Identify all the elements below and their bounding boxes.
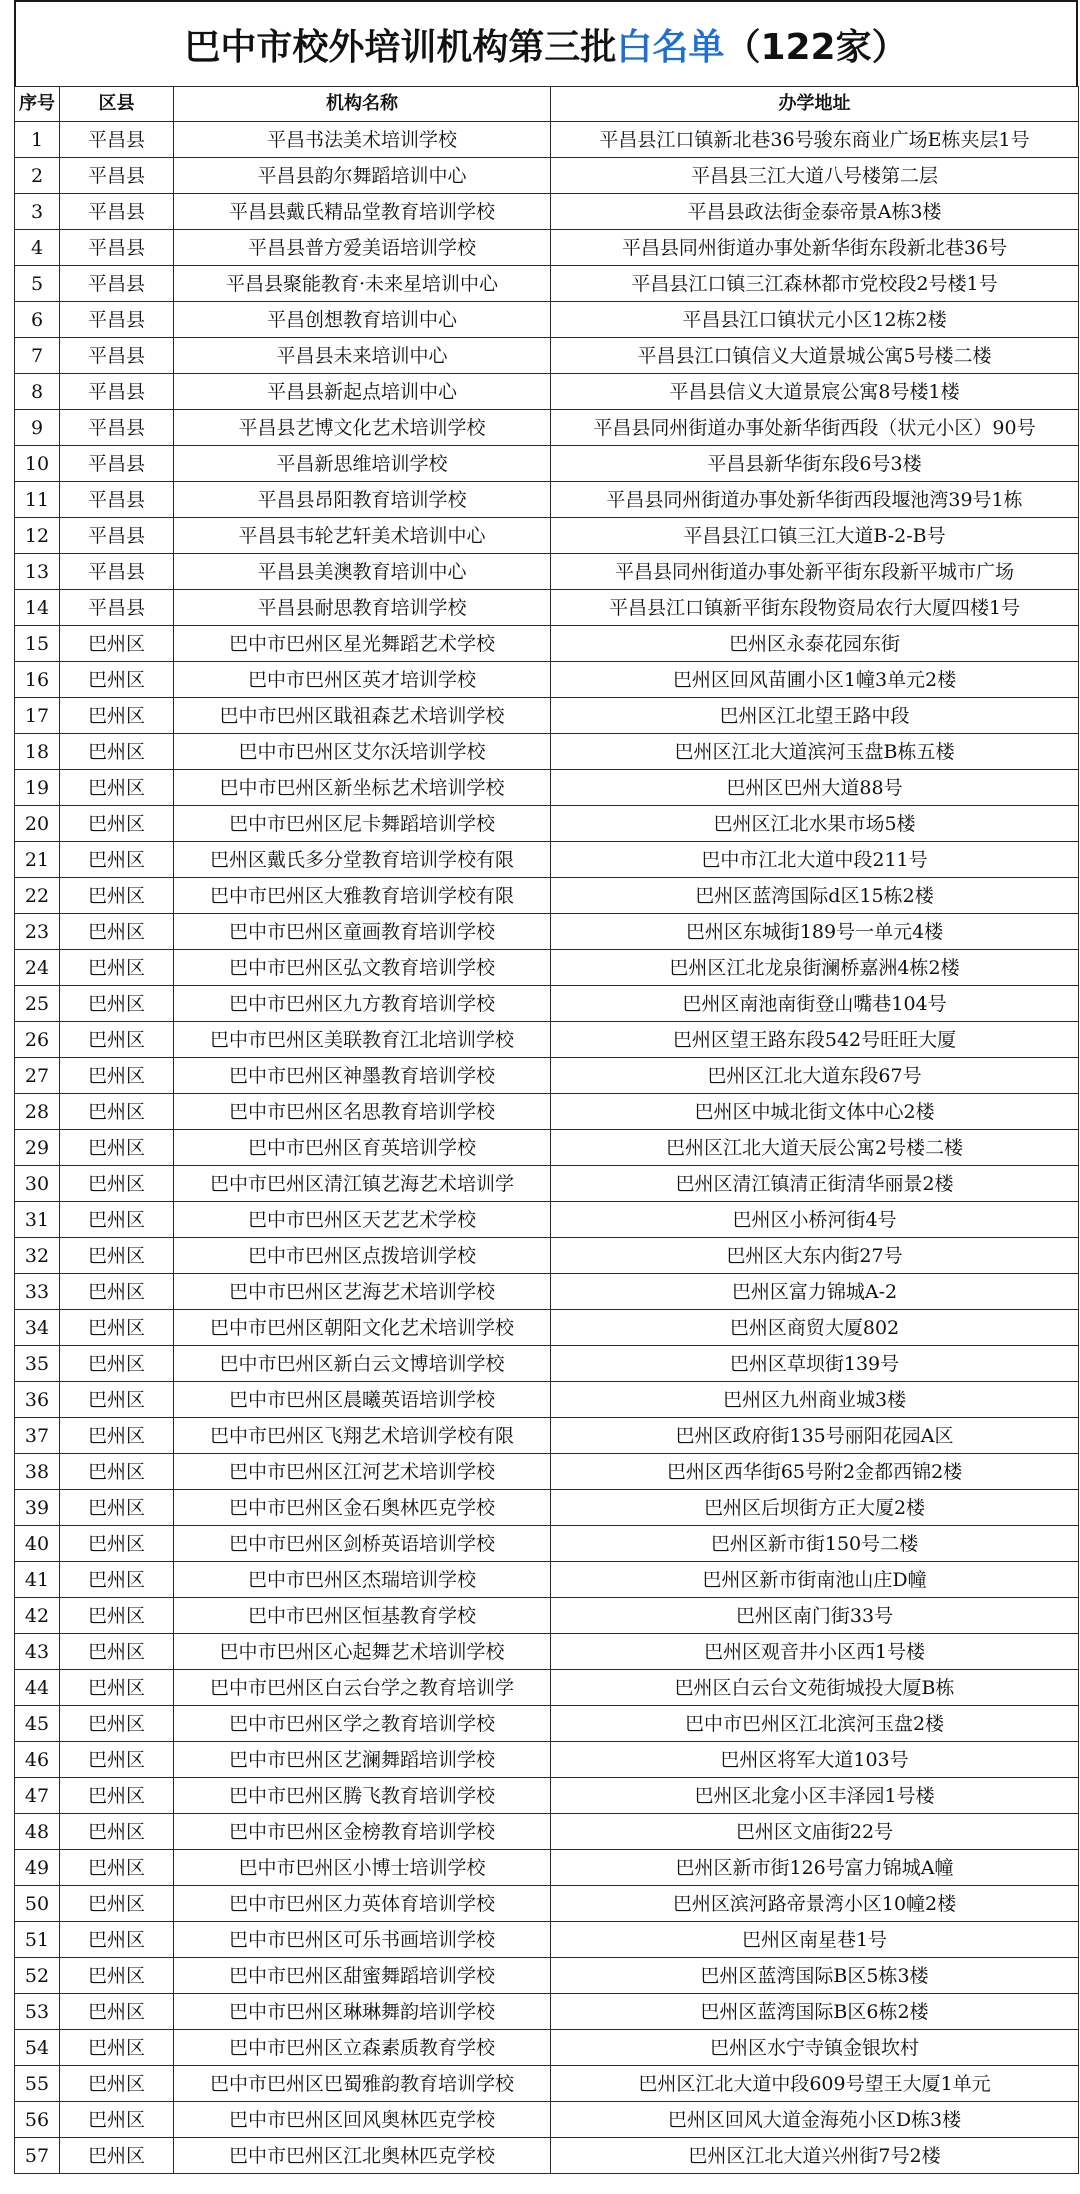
page-title bbox=[14, 0, 1078, 86]
row-org-name: 平昌县美澳教育培训中心 bbox=[174, 554, 551, 590]
row-district: 巴州区 bbox=[60, 662, 174, 698]
row-district: 巴州区 bbox=[60, 842, 174, 878]
table-row bbox=[15, 1994, 1079, 2030]
row-district: 巴州区 bbox=[60, 1706, 174, 1742]
row-org-name: 巴中市巴州区腾飞教育培训学校 bbox=[174, 1778, 551, 1814]
row-district: 巴州区 bbox=[60, 1058, 174, 1094]
row-address: 平昌县江口镇三江森林都市党校段2号楼1号 bbox=[551, 266, 1079, 302]
row-district: 巴州区 bbox=[60, 1922, 174, 1958]
row-org-name: 平昌书法美术培训学校 bbox=[174, 122, 551, 158]
table-row bbox=[15, 446, 1079, 482]
row-org-name: 平昌县普方爱美语培训学校 bbox=[174, 230, 551, 266]
row-address: 巴州区草坝街139号 bbox=[551, 1346, 1079, 1382]
row-index: 29 bbox=[15, 1130, 60, 1166]
row-address: 巴州区大东内街27号 bbox=[551, 1238, 1079, 1274]
row-org-name: 巴中市巴州区清江镇艺海艺术培训学 bbox=[174, 1166, 551, 1202]
row-org-name: 巴中市巴州区艺澜舞蹈培训学校 bbox=[174, 1742, 551, 1778]
row-district: 平昌县 bbox=[60, 482, 174, 518]
row-index: 43 bbox=[15, 1634, 60, 1670]
table-row bbox=[15, 770, 1079, 806]
table-row bbox=[15, 1418, 1079, 1454]
row-address: 巴州区新市街南池山庄D幢 bbox=[551, 1562, 1079, 1598]
row-org-name: 巴中市巴州区新白云文博培训学校 bbox=[174, 1346, 551, 1382]
row-address: 巴州区巴州大道88号 bbox=[551, 770, 1079, 806]
table-row bbox=[15, 1130, 1079, 1166]
row-index: 25 bbox=[15, 986, 60, 1022]
row-district: 平昌县 bbox=[60, 194, 174, 230]
row-index: 45 bbox=[15, 1706, 60, 1742]
row-address: 巴州区文庙街22号 bbox=[551, 1814, 1079, 1850]
row-address: 巴州区望王路东段542号旺旺大厦 bbox=[551, 1022, 1079, 1058]
row-index: 44 bbox=[15, 1670, 60, 1706]
row-org-name: 巴中市巴州区朝阳文化艺术培训学校 bbox=[174, 1310, 551, 1346]
table-row bbox=[15, 1634, 1079, 1670]
header-org-name: 机构名称 bbox=[174, 87, 551, 122]
row-org-name: 巴中市巴州区小博士培训学校 bbox=[174, 1850, 551, 1886]
row-address: 巴州区永泰花园东街 bbox=[551, 626, 1079, 662]
row-index: 37 bbox=[15, 1418, 60, 1454]
table-row bbox=[15, 1022, 1079, 1058]
row-index: 32 bbox=[15, 1238, 60, 1274]
row-index: 34 bbox=[15, 1310, 60, 1346]
row-index: 50 bbox=[15, 1886, 60, 1922]
row-district: 巴州区 bbox=[60, 1238, 174, 1274]
table-row bbox=[15, 518, 1079, 554]
row-district: 巴州区 bbox=[60, 734, 174, 770]
row-address: 平昌县新华街东段6号3楼 bbox=[551, 446, 1079, 482]
row-address: 巴州区蓝湾国际B区5栋3楼 bbox=[551, 1958, 1079, 1994]
table-row bbox=[15, 410, 1079, 446]
row-index: 16 bbox=[15, 662, 60, 698]
table-row bbox=[15, 482, 1079, 518]
row-index: 56 bbox=[15, 2102, 60, 2138]
row-address: 巴州区中城北街文体中心2楼 bbox=[551, 1094, 1079, 1130]
row-address: 巴州区江北水果市场5楼 bbox=[551, 806, 1079, 842]
header-district: 区县 bbox=[60, 87, 174, 122]
table-row bbox=[15, 554, 1079, 590]
row-district: 巴州区 bbox=[60, 1166, 174, 1202]
row-address: 平昌县同州街道办事处新华街东段新北巷36号 bbox=[551, 230, 1079, 266]
row-district: 巴州区 bbox=[60, 1562, 174, 1598]
table-row bbox=[15, 1814, 1079, 1850]
row-district: 巴州区 bbox=[60, 2066, 174, 2102]
table-row bbox=[15, 1526, 1079, 1562]
table-row bbox=[15, 1850, 1079, 1886]
row-district: 平昌县 bbox=[60, 554, 174, 590]
row-index: 14 bbox=[15, 590, 60, 626]
row-org-name: 巴中市巴州区甜蜜舞蹈培训学校 bbox=[174, 1958, 551, 1994]
row-index: 49 bbox=[15, 1850, 60, 1886]
row-org-name: 巴中市巴州区白云台学之教育培训学 bbox=[174, 1670, 551, 1706]
row-district: 巴州区 bbox=[60, 1022, 174, 1058]
row-org-name: 巴中市巴州区回风奥林匹克学校 bbox=[174, 2102, 551, 2138]
table-row bbox=[15, 122, 1079, 158]
header-row bbox=[15, 87, 1079, 122]
row-org-name: 平昌县耐思教育培训学校 bbox=[174, 590, 551, 626]
table-row bbox=[15, 2030, 1079, 2066]
row-address: 巴州区将军大道103号 bbox=[551, 1742, 1079, 1778]
row-index: 36 bbox=[15, 1382, 60, 1418]
table-row bbox=[15, 1454, 1079, 1490]
row-index: 41 bbox=[15, 1562, 60, 1598]
row-address: 巴州区后坝街方正大厦2楼 bbox=[551, 1490, 1079, 1526]
row-index: 6 bbox=[15, 302, 60, 338]
row-org-name: 巴中市巴州区育英培训学校 bbox=[174, 1130, 551, 1166]
row-address: 平昌县信义大道景宸公寓8号楼1楼 bbox=[551, 374, 1079, 410]
row-org-name: 巴中市巴州区杰瑞培训学校 bbox=[174, 1562, 551, 1598]
row-org-name: 平昌县韦轮艺轩美术培训中心 bbox=[174, 518, 551, 554]
row-district: 平昌县 bbox=[60, 590, 174, 626]
table-body bbox=[15, 122, 1079, 2174]
row-org-name: 巴中市巴州区琳琳舞韵培训学校 bbox=[174, 1994, 551, 2030]
row-index: 31 bbox=[15, 1202, 60, 1238]
row-address: 巴中市巴州区江北滨河玉盘2楼 bbox=[551, 1706, 1079, 1742]
row-address: 巴州区回风大道金海苑小区D栋3楼 bbox=[551, 2102, 1079, 2138]
row-district: 巴州区 bbox=[60, 950, 174, 986]
row-org-name: 巴中市巴州区晨曦英语培训学校 bbox=[174, 1382, 551, 1418]
row-district: 巴州区 bbox=[60, 1382, 174, 1418]
row-org-name: 平昌创想教育培训中心 bbox=[174, 302, 551, 338]
row-org-name: 巴中市巴州区金榜教育培训学校 bbox=[174, 1814, 551, 1850]
row-address: 巴州区商贸大厦802 bbox=[551, 1310, 1079, 1346]
row-index: 21 bbox=[15, 842, 60, 878]
row-address: 平昌县江口镇新北巷36号骏东商业广场E栋夹层1号 bbox=[551, 122, 1079, 158]
row-index: 1 bbox=[15, 122, 60, 158]
table-row bbox=[15, 1490, 1079, 1526]
row-address: 巴州区南门街33号 bbox=[551, 1598, 1079, 1634]
row-address: 巴州区小桥河街4号 bbox=[551, 1202, 1079, 1238]
row-address: 巴州区江北大道滨河玉盘B栋五楼 bbox=[551, 734, 1079, 770]
row-org-name: 巴中市巴州区飞翔艺术培训学校有限 bbox=[174, 1418, 551, 1454]
header-index: 序号 bbox=[15, 87, 60, 122]
row-index: 51 bbox=[15, 1922, 60, 1958]
row-district: 巴州区 bbox=[60, 1526, 174, 1562]
row-org-name: 巴中市巴州区天艺艺术学校 bbox=[174, 1202, 551, 1238]
row-district: 巴州区 bbox=[60, 1130, 174, 1166]
row-address: 巴州区水宁寺镇金银坎村 bbox=[551, 2030, 1079, 2066]
row-org-name: 巴中市巴州区点拨培训学校 bbox=[174, 1238, 551, 1274]
row-index: 3 bbox=[15, 194, 60, 230]
row-district: 巴州区 bbox=[60, 1958, 174, 1994]
row-index: 54 bbox=[15, 2030, 60, 2066]
table-row bbox=[15, 1166, 1079, 1202]
row-org-name: 巴中市巴州区九方教育培训学校 bbox=[174, 986, 551, 1022]
row-org-name: 平昌新思维培训学校 bbox=[174, 446, 551, 482]
row-district: 平昌县 bbox=[60, 122, 174, 158]
row-index: 39 bbox=[15, 1490, 60, 1526]
row-index: 23 bbox=[15, 914, 60, 950]
row-org-name: 巴中市巴州区江河艺术培训学校 bbox=[174, 1454, 551, 1490]
table-row bbox=[15, 1958, 1079, 1994]
table-row bbox=[15, 1274, 1079, 1310]
row-org-name: 巴中市巴州区童画教育培训学校 bbox=[174, 914, 551, 950]
row-index: 55 bbox=[15, 2066, 60, 2102]
row-index: 10 bbox=[15, 446, 60, 482]
row-index: 8 bbox=[15, 374, 60, 410]
row-index: 27 bbox=[15, 1058, 60, 1094]
row-district: 巴州区 bbox=[60, 986, 174, 1022]
row-district: 巴州区 bbox=[60, 1778, 174, 1814]
row-org-name: 巴中市巴州区尼卡舞蹈培训学校 bbox=[174, 806, 551, 842]
table-row bbox=[15, 842, 1079, 878]
row-district: 巴州区 bbox=[60, 2102, 174, 2138]
row-address: 平昌县江口镇新平街东段物资局农行大厦四楼1号 bbox=[551, 590, 1079, 626]
row-district: 巴州区 bbox=[60, 770, 174, 806]
table-row bbox=[15, 986, 1079, 1022]
row-index: 47 bbox=[15, 1778, 60, 1814]
row-index: 4 bbox=[15, 230, 60, 266]
row-district: 巴州区 bbox=[60, 698, 174, 734]
row-district: 平昌县 bbox=[60, 338, 174, 374]
row-district: 巴州区 bbox=[60, 1310, 174, 1346]
row-org-name: 巴中市巴州区学之教育培训学校 bbox=[174, 1706, 551, 1742]
row-address: 巴中市江北大道中段211号 bbox=[551, 842, 1079, 878]
row-index: 46 bbox=[15, 1742, 60, 1778]
table-row bbox=[15, 1202, 1079, 1238]
row-address: 巴州区富力锦城A-2 bbox=[551, 1274, 1079, 1310]
row-index: 42 bbox=[15, 1598, 60, 1634]
row-org-name: 巴中市巴州区立森素质教育学校 bbox=[174, 2030, 551, 2066]
row-district: 巴州区 bbox=[60, 1598, 174, 1634]
row-address: 平昌县江口镇三江大道B-2-B号 bbox=[551, 518, 1079, 554]
row-index: 2 bbox=[15, 158, 60, 194]
row-district: 巴州区 bbox=[60, 1850, 174, 1886]
table-row bbox=[15, 1346, 1079, 1382]
row-index: 33 bbox=[15, 1274, 60, 1310]
row-org-name: 巴中市巴州区戢祖森艺术培训学校 bbox=[174, 698, 551, 734]
table-row bbox=[15, 914, 1079, 950]
table-row bbox=[15, 194, 1079, 230]
row-org-name: 巴中市巴州区星光舞蹈艺术学校 bbox=[174, 626, 551, 662]
row-index: 11 bbox=[15, 482, 60, 518]
title-prefix: 巴中市校外培训机构第三批 bbox=[184, 26, 617, 68]
table-row bbox=[15, 662, 1079, 698]
row-district: 平昌县 bbox=[60, 266, 174, 302]
row-index: 28 bbox=[15, 1094, 60, 1130]
row-index: 57 bbox=[15, 2138, 60, 2174]
row-index: 17 bbox=[15, 698, 60, 734]
row-org-name: 巴中市巴州区力英体育培训学校 bbox=[174, 1886, 551, 1922]
row-index: 9 bbox=[15, 410, 60, 446]
row-index: 18 bbox=[15, 734, 60, 770]
row-address: 巴州区蓝湾国际d区15栋2楼 bbox=[551, 878, 1079, 914]
row-org-name: 巴中市巴州区巴蜀雅韵教育培训学校 bbox=[174, 2066, 551, 2102]
table-row bbox=[15, 1058, 1079, 1094]
row-district: 巴州区 bbox=[60, 806, 174, 842]
row-district: 巴州区 bbox=[60, 1274, 174, 1310]
row-index: 26 bbox=[15, 1022, 60, 1058]
row-org-name: 巴中市巴州区英才培训学校 bbox=[174, 662, 551, 698]
row-address: 巴州区新市街126号富力锦城A幢 bbox=[551, 1850, 1079, 1886]
row-address: 巴州区江北龙泉街澜桥嘉洲4栋2楼 bbox=[551, 950, 1079, 986]
row-district: 巴州区 bbox=[60, 1994, 174, 2030]
row-address: 巴州区白云台文苑街城投大厦B栋 bbox=[551, 1670, 1079, 1706]
row-index: 5 bbox=[15, 266, 60, 302]
row-district: 巴州区 bbox=[60, 1202, 174, 1238]
table-row bbox=[15, 590, 1079, 626]
table-row bbox=[15, 230, 1079, 266]
row-index: 38 bbox=[15, 1454, 60, 1490]
table-row bbox=[15, 2102, 1079, 2138]
row-org-name: 平昌县未来培训中心 bbox=[174, 338, 551, 374]
row-org-name: 巴中市巴州区艾尔沃培训学校 bbox=[174, 734, 551, 770]
row-district: 平昌县 bbox=[60, 374, 174, 410]
row-org-name: 巴中市巴州区弘文教育培训学校 bbox=[174, 950, 551, 986]
row-address: 平昌县同州街道办事处新平街东段新平城市广场 bbox=[551, 554, 1079, 590]
row-address: 巴州区滨河路帝景湾小区10幢2楼 bbox=[551, 1886, 1079, 1922]
table-row bbox=[15, 1094, 1079, 1130]
row-address: 巴州区江北大道兴州街7号2楼 bbox=[551, 2138, 1079, 2174]
row-org-name: 平昌县韵尔舞蹈培训中心 bbox=[174, 158, 551, 194]
row-address: 巴州区西华街65号附2金都西锦2楼 bbox=[551, 1454, 1079, 1490]
row-index: 7 bbox=[15, 338, 60, 374]
row-address: 平昌县三江大道八号楼第二层 bbox=[551, 158, 1079, 194]
table-row bbox=[15, 1742, 1079, 1778]
row-district: 巴州区 bbox=[60, 1634, 174, 1670]
row-address: 巴州区九州商业城3楼 bbox=[551, 1382, 1079, 1418]
row-org-name: 巴中市巴州区新坐标艺术培训学校 bbox=[174, 770, 551, 806]
row-index: 24 bbox=[15, 950, 60, 986]
table-row bbox=[15, 1382, 1079, 1418]
row-district: 巴州区 bbox=[60, 1346, 174, 1382]
table-row bbox=[15, 1562, 1079, 1598]
row-index: 35 bbox=[15, 1346, 60, 1382]
row-district: 巴州区 bbox=[60, 2138, 174, 2174]
row-address: 巴州区江北大道东段67号 bbox=[551, 1058, 1079, 1094]
row-org-name: 巴中市巴州区恒基教育学校 bbox=[174, 1598, 551, 1634]
row-district: 平昌县 bbox=[60, 302, 174, 338]
row-index: 52 bbox=[15, 1958, 60, 1994]
row-district: 平昌县 bbox=[60, 230, 174, 266]
row-district: 巴州区 bbox=[60, 1094, 174, 1130]
row-address: 平昌县政法街金泰帝景A栋3楼 bbox=[551, 194, 1079, 230]
table-row bbox=[15, 734, 1079, 770]
table-row bbox=[15, 158, 1079, 194]
table-row bbox=[15, 1706, 1079, 1742]
row-org-name: 巴州区戴氏多分堂教育培训学校有限 bbox=[174, 842, 551, 878]
row-index: 22 bbox=[15, 878, 60, 914]
row-index: 48 bbox=[15, 1814, 60, 1850]
row-index: 13 bbox=[15, 554, 60, 590]
row-org-name: 巴中市巴州区可乐书画培训学校 bbox=[174, 1922, 551, 1958]
row-address: 巴州区江北大道中段609号望王大厦1单元 bbox=[551, 2066, 1079, 2102]
row-org-name: 巴中市巴州区名思教育培训学校 bbox=[174, 1094, 551, 1130]
table-row bbox=[15, 1310, 1079, 1346]
row-index: 53 bbox=[15, 1994, 60, 2030]
row-address: 巴州区北龛小区丰泽园1号楼 bbox=[551, 1778, 1079, 1814]
row-org-name: 平昌县戴氏精品堂教育培训学校 bbox=[174, 194, 551, 230]
row-index: 40 bbox=[15, 1526, 60, 1562]
row-address: 巴州区南池南街登山嘴巷104号 bbox=[551, 986, 1079, 1022]
row-org-name: 巴中市巴州区江北奥林匹克学校 bbox=[174, 2138, 551, 2174]
row-org-name: 巴中市巴州区美联教育江北培训学校 bbox=[174, 1022, 551, 1058]
row-address: 巴州区蓝湾国际B区6栋2楼 bbox=[551, 1994, 1079, 2030]
row-district: 巴州区 bbox=[60, 1742, 174, 1778]
title-highlight: 白名单 bbox=[616, 26, 725, 68]
title-suffix: （122家） bbox=[724, 26, 908, 68]
table-row bbox=[15, 626, 1079, 662]
row-address: 巴州区东城街189号一单元4楼 bbox=[551, 914, 1079, 950]
row-district: 巴州区 bbox=[60, 1814, 174, 1850]
row-address: 平昌县江口镇信义大道景城公寓5号楼二楼 bbox=[551, 338, 1079, 374]
row-district: 平昌县 bbox=[60, 410, 174, 446]
table-row bbox=[15, 2138, 1079, 2174]
row-address: 巴州区新市街150号二楼 bbox=[551, 1526, 1079, 1562]
table-row bbox=[15, 374, 1079, 410]
row-district: 巴州区 bbox=[60, 1886, 174, 1922]
table-row bbox=[15, 338, 1079, 374]
row-district: 巴州区 bbox=[60, 626, 174, 662]
row-address: 平昌县同州街道办事处新华街西段堰池湾39号1栋 bbox=[551, 482, 1079, 518]
row-index: 15 bbox=[15, 626, 60, 662]
row-org-name: 巴中市巴州区神墨教育培训学校 bbox=[174, 1058, 551, 1094]
table-row bbox=[15, 1922, 1079, 1958]
header-address: 办学地址 bbox=[551, 87, 1079, 122]
row-district: 巴州区 bbox=[60, 1454, 174, 1490]
table-row bbox=[15, 266, 1079, 302]
table-row bbox=[15, 950, 1079, 986]
whitelist-table bbox=[14, 86, 1079, 2174]
row-index: 12 bbox=[15, 518, 60, 554]
row-org-name: 平昌县昂阳教育培训学校 bbox=[174, 482, 551, 518]
spreadsheet bbox=[14, 0, 1078, 2174]
row-index: 20 bbox=[15, 806, 60, 842]
table-row bbox=[15, 1670, 1079, 1706]
row-address: 巴州区江北大道天辰公寓2号楼二楼 bbox=[551, 1130, 1079, 1166]
row-org-name: 巴中市巴州区心起舞艺术培训学校 bbox=[174, 1634, 551, 1670]
row-index: 19 bbox=[15, 770, 60, 806]
row-org-name: 平昌县聚能教育·未来星培训中心 bbox=[174, 266, 551, 302]
row-org-name: 平昌县艺博文化艺术培训学校 bbox=[174, 410, 551, 446]
table-row bbox=[15, 1598, 1079, 1634]
table-row bbox=[15, 2066, 1079, 2102]
row-district: 巴州区 bbox=[60, 878, 174, 914]
row-address: 巴州区江北望王路中段 bbox=[551, 698, 1079, 734]
row-org-name: 巴中市巴州区金石奥林匹克学校 bbox=[174, 1490, 551, 1526]
row-address: 巴州区南星巷1号 bbox=[551, 1922, 1079, 1958]
table-row bbox=[15, 806, 1079, 842]
row-district: 巴州区 bbox=[60, 1490, 174, 1526]
row-district: 平昌县 bbox=[60, 158, 174, 194]
row-address: 巴州区清江镇清正街清华丽景2楼 bbox=[551, 1166, 1079, 1202]
row-district: 巴州区 bbox=[60, 2030, 174, 2066]
table-row bbox=[15, 698, 1079, 734]
row-district: 平昌县 bbox=[60, 446, 174, 482]
row-district: 巴州区 bbox=[60, 1418, 174, 1454]
row-address: 巴州区观音井小区西1号楼 bbox=[551, 1634, 1079, 1670]
row-address: 巴州区回风苗圃小区1幢3单元2楼 bbox=[551, 662, 1079, 698]
row-district: 巴州区 bbox=[60, 1670, 174, 1706]
table-row bbox=[15, 302, 1079, 338]
row-address: 巴州区政府街135号丽阳花园A区 bbox=[551, 1418, 1079, 1454]
row-address: 平昌县江口镇状元小区12栋2楼 bbox=[551, 302, 1079, 338]
row-org-name: 平昌县新起点培训中心 bbox=[174, 374, 551, 410]
row-district: 巴州区 bbox=[60, 914, 174, 950]
table-row bbox=[15, 1238, 1079, 1274]
table-row bbox=[15, 878, 1079, 914]
row-org-name: 巴中市巴州区大雅教育培训学校有限 bbox=[174, 878, 551, 914]
row-address: 平昌县同州街道办事处新华街西段（状元小区）90号 bbox=[551, 410, 1079, 446]
row-index: 30 bbox=[15, 1166, 60, 1202]
row-org-name: 巴中市巴州区艺海艺术培训学校 bbox=[174, 1274, 551, 1310]
row-org-name: 巴中市巴州区剑桥英语培训学校 bbox=[174, 1526, 551, 1562]
table-row bbox=[15, 1778, 1079, 1814]
table-row bbox=[15, 1886, 1079, 1922]
row-district: 平昌县 bbox=[60, 518, 174, 554]
